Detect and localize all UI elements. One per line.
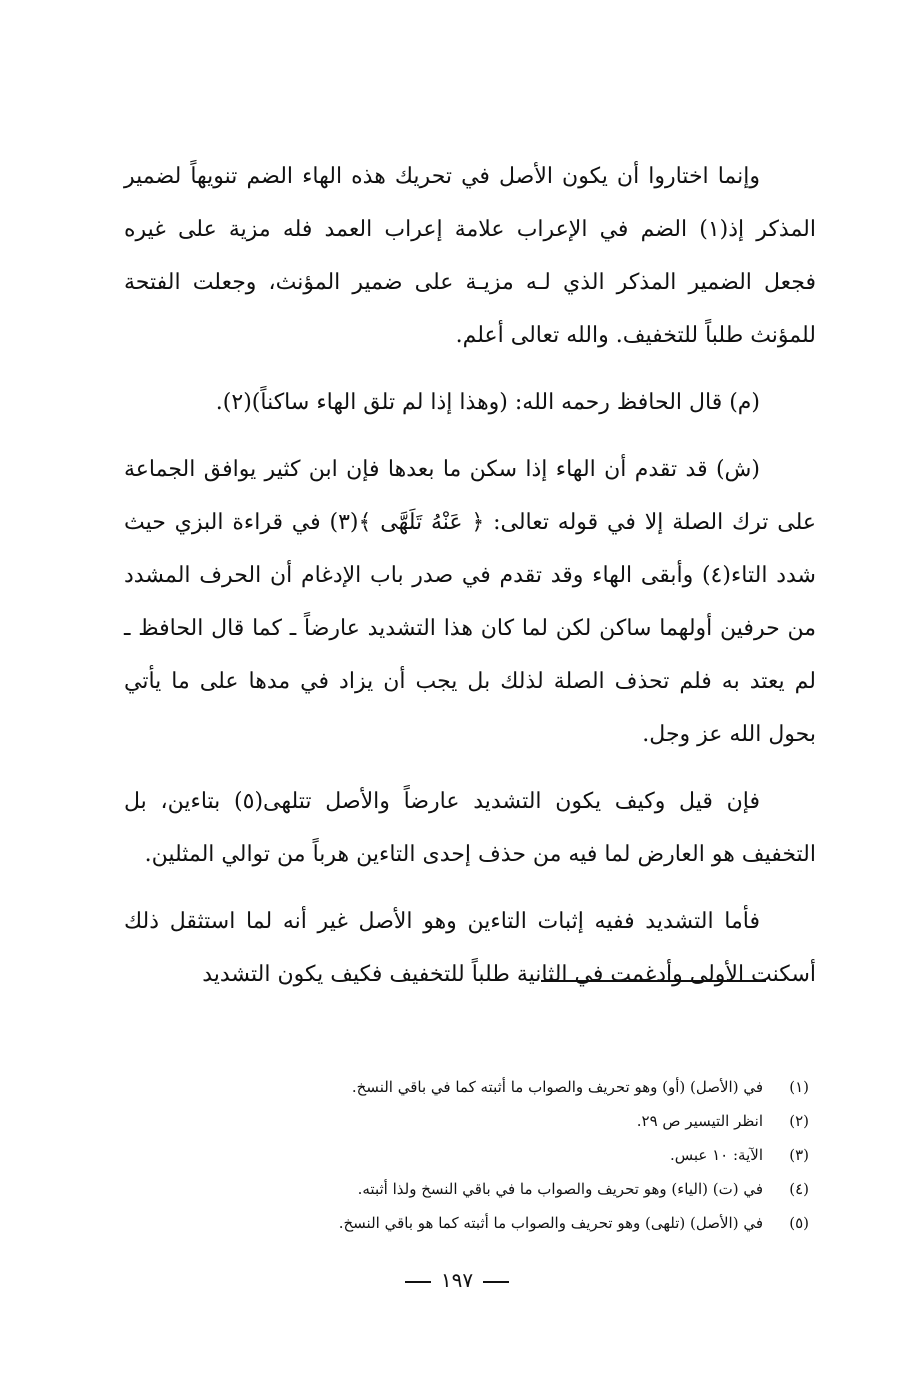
footnote-text: في (الأصل) (أو) وهو تحريف والصواب ما أثبته كما في باقي النسخ.	[351, 1078, 763, 1096]
page-number-dash-right	[483, 1281, 509, 1283]
paragraph-matn-quote: (م) قال الحافظ رحمه الله: (وهذا إذا لم تلق الهاء ساكناً)(٢).	[215, 390, 760, 415]
paragraph-answer: فأما التشديد ففيه إثبات التاءين وهو الأصل غير أنه لما استثقل ذلك أسكنت الأولى وأدغمت في الثانية طلباً للتخفيف فكيف يكون التشديد	[124, 909, 816, 987]
main-text-body	[124, 150, 816, 1015]
footnote-text: الآية: ١٠ عبس.	[669, 1146, 763, 1164]
footnote-number: (٢)	[789, 1112, 809, 1130]
paragraph-sharh: (ش) قد تقدم أن الهاء إذا سكن ما بعدها فإن ابن كثير يوافق الجماعة على ترك الصلة إلا في قوله تعالى: ﴿ عَنْهُ تَلَهَّى ﴾(٣) في قراءة البزي حيث شدد التاء(٤) وأبقى الهاء وقد تقدم في صدر باب الإدغام أن الحرف المشدد من حرفين أولهما ساكن لكن لما كان هذا التشديد عارضاً ـ كما قال الحافظ ـ لم يعتد به فلم تحذف الصلة لذلك بل يجب أن يزاد في مدها على ما يأتي بحول الله عز وجل.	[124, 457, 817, 747]
footnote-item	[169, 1206, 809, 1240]
footnote-text: في (ت) (الياء) وهو تحريف والصواب ما في باقي النسخ ولذا أثبته.	[357, 1180, 763, 1198]
footnote-number: (٤)	[789, 1180, 809, 1198]
footnote-item	[169, 1104, 809, 1138]
footnote-item	[169, 1138, 809, 1172]
footnote-number: (١)	[789, 1078, 809, 1096]
footnote-text: انظر التيسير ص ٢٩.	[636, 1112, 763, 1130]
footnote-number: (٥)	[789, 1214, 809, 1232]
footnote-item	[169, 1070, 809, 1104]
footnote-text: في (الأصل) (تلهى) وهو تحريف والصواب ما أثبته كما هو باقي النسخ.	[338, 1214, 763, 1232]
footnotes-section	[169, 1070, 809, 1240]
footnote-item	[169, 1172, 809, 1206]
paragraph-1: وإنما اختاروا أن يكون الأصل في تحريك هذه الهاء الضم تنويهاً لضمير المذكر إذ(١) الضم في الإعراب علامة إعراب العمد فله مزية على غيره فجعل الضمير المذكر الذي لـه مزيـة على ضمير المؤنث، وجعلت الفتحة للمؤنث طلباً للتخفيف. والله تعالى أعلم.	[124, 164, 816, 348]
page-number-value: ١٩٧	[440, 1268, 474, 1292]
footnote-divider	[541, 980, 766, 982]
page-number-dash-left	[405, 1281, 431, 1283]
paragraph-objection: فإن قيل وكيف يكون التشديد عارضاً والأصل تتلهى(٥) بتاءين، بل التخفيف هو العارض لما فيه من حذف إحدى التاءين هرباً من توالي المثلين.	[124, 789, 816, 867]
page-number	[0, 1268, 914, 1292]
footnote-number: (٣)	[789, 1146, 809, 1164]
